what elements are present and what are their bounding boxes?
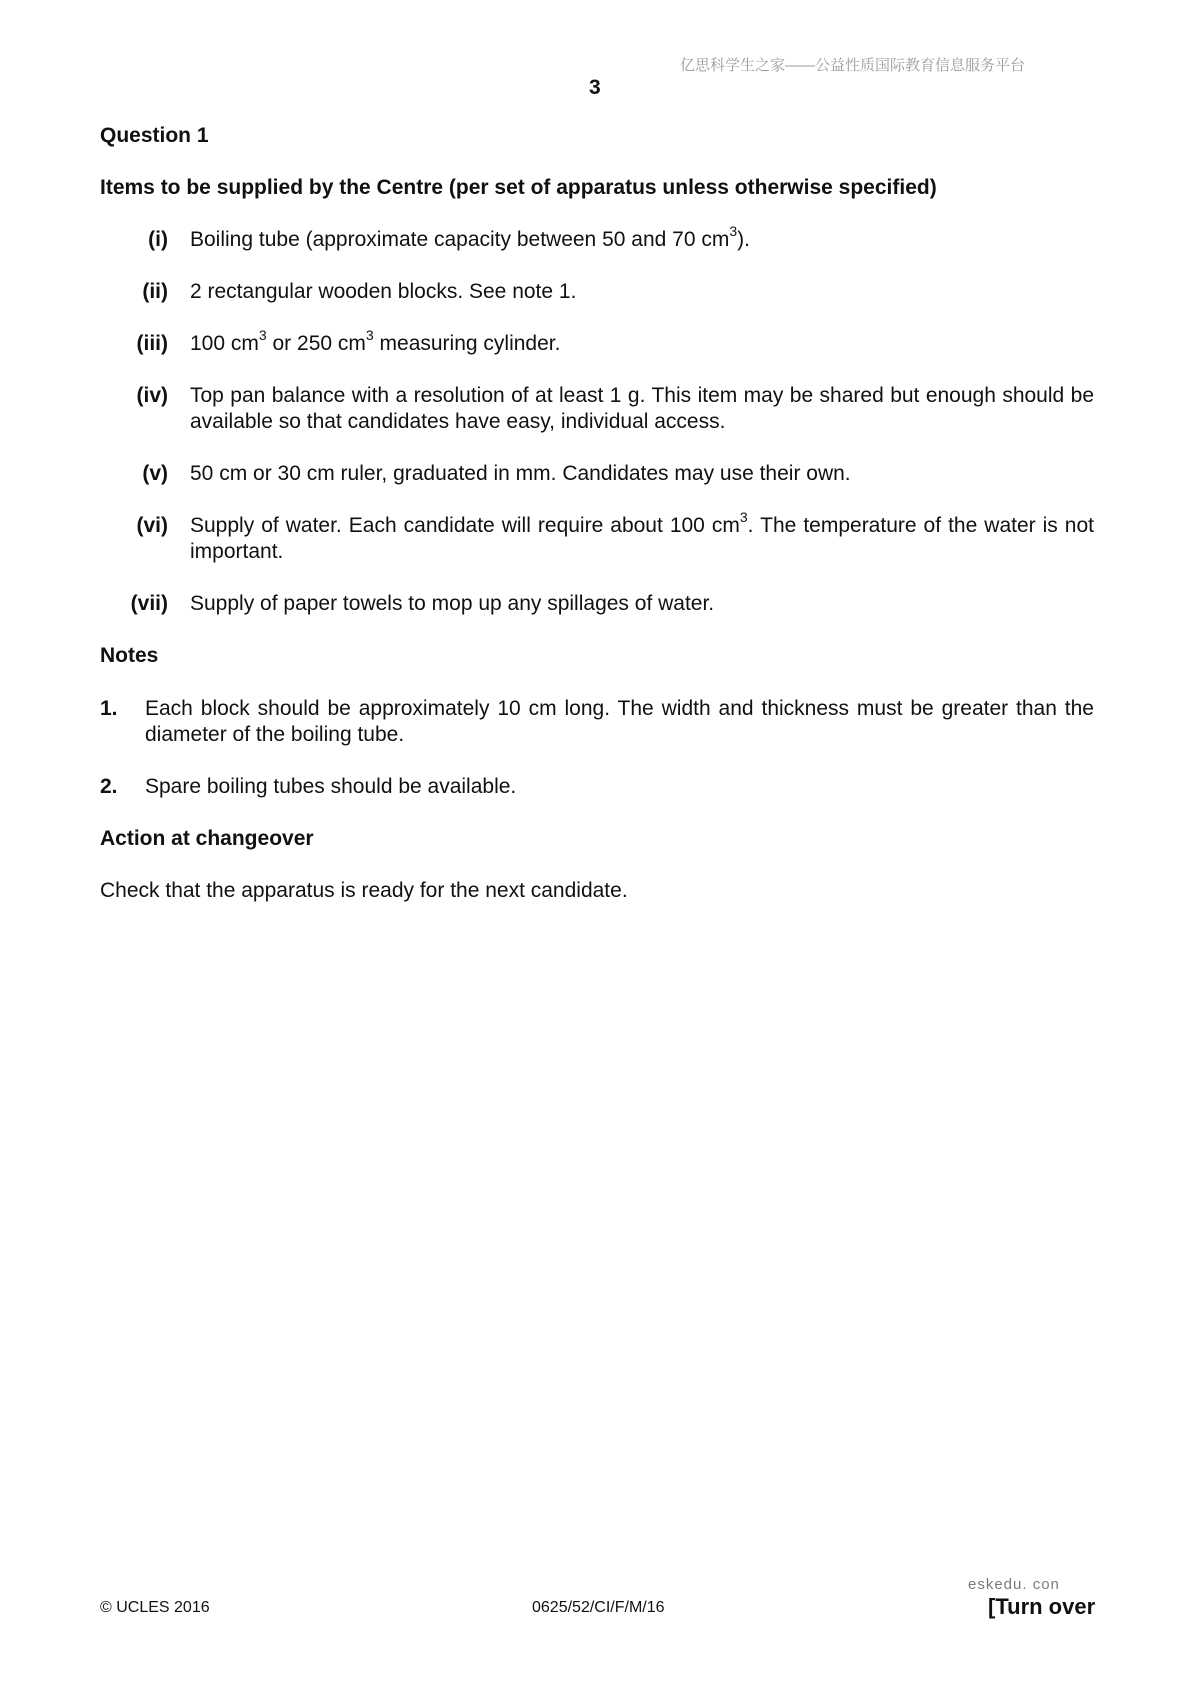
item-label: (i) — [148, 228, 168, 251]
item-text: 50 cm or 30 cm ruler, graduated in mm. Candidates may use their own. — [190, 462, 851, 485]
notes-heading: Notes — [100, 644, 159, 667]
item-vi — [100, 509, 1094, 565]
note-1 — [100, 696, 1094, 748]
item-text: Supply of water. Each candidate will require about 100 $cm^3$. The temperature of the water is not important. — [190, 509, 1094, 563]
watermark-text: 亿思科学生之家——公益性质国际教育信息服务平台 — [680, 57, 1026, 74]
item-text: 2 rectangular wooden blocks. See note 1. — [190, 280, 577, 303]
item-vii — [100, 591, 1094, 617]
note-2 — [100, 774, 1094, 800]
page-number: 3 — [589, 76, 601, 99]
item-text: Supply of paper towels to mop up any spillages of water. — [190, 592, 715, 615]
item-ii — [100, 279, 1094, 305]
item-i — [100, 223, 1094, 253]
item-label: (iv) — [136, 384, 168, 407]
item-label: (iii) — [136, 332, 168, 355]
item-iii — [100, 327, 1094, 357]
footer-paper-code: 0625/52/CI/F/M/16 — [532, 1599, 665, 1616]
turn-over-label: [Turn over — [988, 1594, 1096, 1619]
footer-copyright: © UCLES 2016 — [100, 1599, 210, 1616]
item-text: Top pan balance with a resolution of at least 1 g. This item may be shared but enough should be available so that candidates have easy, individual access. — [190, 384, 1094, 433]
note-label: 1. — [100, 697, 118, 720]
item-v — [100, 461, 1094, 487]
footer-site-watermark: eskedu. con — [968, 1576, 1060, 1593]
item-label: (vii) — [130, 592, 168, 615]
question-title: Question 1 — [100, 124, 209, 147]
items-heading: Items to be supplied by the Centre (per set of apparatus unless otherwise specified) — [100, 176, 937, 199]
item-label: (vi) — [136, 514, 168, 537]
note-text: Each block should be approximately 10 cm long. The width and thickness must be greater than the diameter of the boiling tube. — [145, 697, 1094, 746]
item-iv — [100, 383, 1094, 435]
item-text: Boiling tube (approximate capacity between 50 and 70 $cm^3$). — [190, 223, 750, 251]
item-text: 100 $cm^3$ or 250 $cm^3$ measuring cylinder. — [190, 327, 561, 355]
item-label: (ii) — [142, 280, 168, 303]
changeover-heading: Action at changeover — [100, 827, 314, 850]
note-label: 2. — [100, 775, 118, 798]
note-text: Spare boiling tubes should be available. — [145, 775, 517, 798]
changeover-text: Check that the apparatus is ready for the next candidate. — [100, 879, 628, 902]
item-label: (v) — [142, 462, 168, 485]
